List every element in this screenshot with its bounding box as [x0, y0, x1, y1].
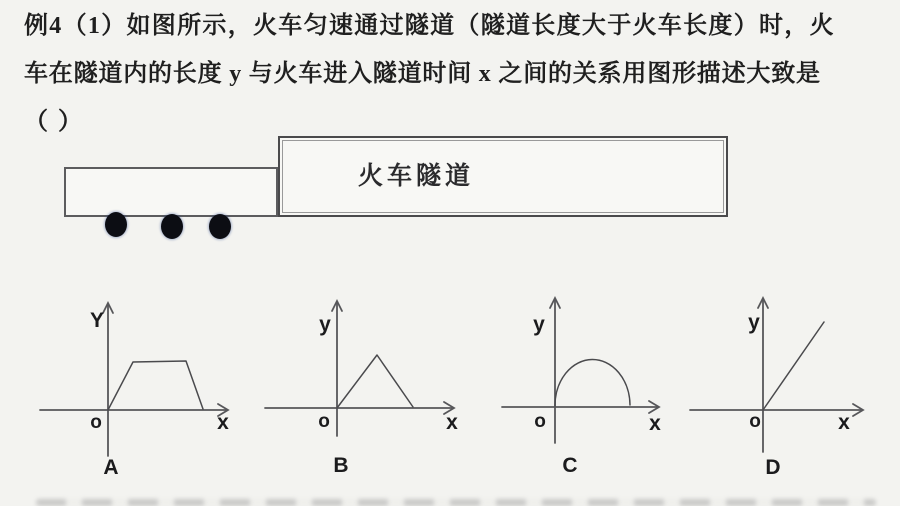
- option-d-graph: [680, 288, 898, 484]
- option-a-graph: [30, 288, 240, 484]
- c-x-axis-label: x: [649, 412, 661, 435]
- c-y-axis-label: y: [533, 313, 545, 336]
- option-b-letter: B: [333, 454, 349, 477]
- train-wheel: [161, 214, 183, 239]
- b-y-axis-label: y: [319, 313, 331, 336]
- a-origin-label: o: [90, 412, 102, 433]
- option-b-graph: [255, 288, 465, 484]
- tunnel-inner-border: [282, 140, 724, 213]
- option-c-letter: C: [562, 454, 578, 477]
- a-curve-trapezoid: [108, 361, 203, 410]
- problem-text-line1: 例4（1）如图所示，火车匀速通过隧道（隧道长度大于火车长度）时，火: [24, 13, 835, 39]
- cutoff-text-strip: [36, 499, 876, 506]
- b-origin-label: o: [318, 411, 330, 432]
- c-curve-semicircle: [555, 359, 630, 406]
- c-origin-label: o: [534, 411, 546, 432]
- problem-statement: [24, 2, 884, 146]
- d-origin-label: o: [749, 411, 761, 432]
- b-x-axis-label: x: [446, 411, 458, 434]
- option-c-graph: [488, 288, 698, 484]
- train-wheel: [105, 212, 127, 237]
- answer-blank: （ ）: [24, 109, 84, 135]
- option-a-letter: A: [103, 456, 119, 479]
- problem-text-line2: 车在隧道内的长度 y 与火车进入隧道时间 x 之间的关系用图形描述大致是: [24, 61, 821, 87]
- train-body: [64, 167, 278, 217]
- option-d-letter: D: [765, 456, 781, 479]
- train-wheel: [209, 214, 231, 239]
- d-y-axis-label: y: [748, 311, 760, 334]
- tunnel-label: 火车隧道: [358, 163, 475, 190]
- a-y-axis-label: Y: [89, 309, 105, 332]
- b-curve-triangle: [337, 355, 413, 408]
- d-curve-ray: [763, 322, 824, 410]
- tunnel-body: [278, 136, 728, 217]
- d-x-axis-label: x: [838, 411, 850, 434]
- a-x-axis-label: x: [217, 411, 229, 434]
